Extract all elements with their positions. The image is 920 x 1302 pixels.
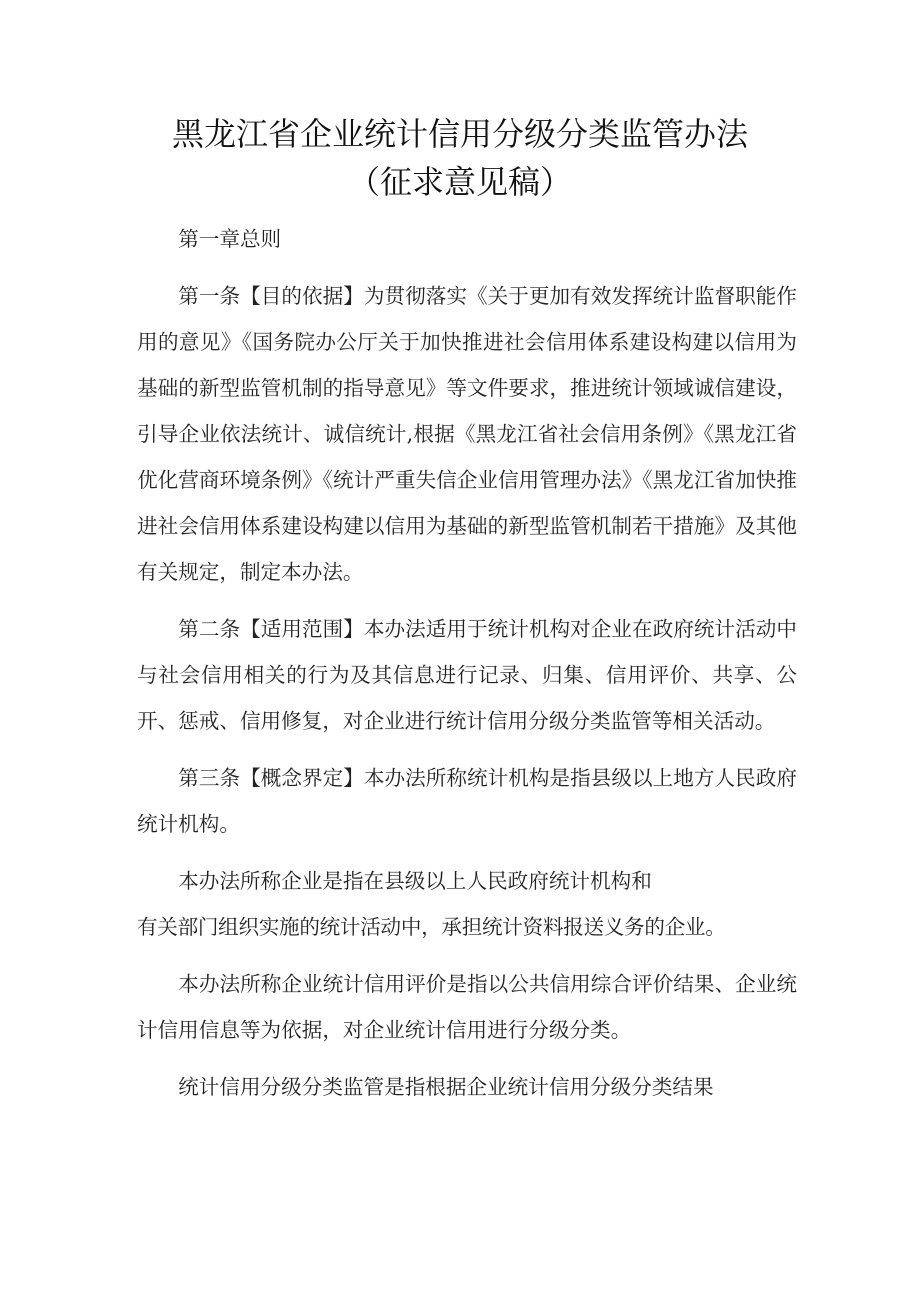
article-1-purpose: 第一条【目的依据】为贯彻落实《关于更加有效发挥统计监督职能作用的意见》《国务院办公厅关于加快推进社会信用体系建设构建以信用为基础的新型监管机制的指导意见》等文件要求，推进统计领域诚信建设，引导企业依法统计、诚信统计,根据《黑龙江省社会信用条例》《黑龙江省优化营商环境条例》《统计严重失信企业信用管理办法》《黑龙江省加快推进社会信用体系建设构建以信用为基础的新型监管机制若干措施》及其他有关规定，制定本办法。 <box>137 284 797 584</box>
chapter-heading: 第一章总则 <box>178 227 282 251</box>
definition-credit-supervision: 统计信用分级分类监管是指根据企业统计信用分级分类结果 <box>178 1075 714 1099</box>
document-title: 黑龙江省企业统计信用分级分类监管办法 <box>171 115 748 153</box>
article-2-scope: 第二条【适用范围】本办法适用于统计机构对企业在政府统计活动中与社会信用相关的行为及其信息进行记录、归集、信用评价、共享、公开、惩戒、信用修复，对企业进行统计信用分级分类监管等相关活动。 <box>137 617 797 733</box>
definition-enterprise-line-2: 有关部门组织实施的统计活动中，承担统计资料报送义务的企业。 <box>137 915 726 939</box>
definition-enterprise-line-1: 本办法所称企业是指在县级以上人民政府统计机构和 <box>178 869 652 893</box>
document-body <box>137 216 797 1110</box>
document-subtitle: （征求意见稿） <box>347 163 572 201</box>
definition-credit-evaluation: 本办法所称企业统计信用评价是指以公共信用综合评价结果、企业统计信用信息等为依据，对企业统计信用进行分级分类。 <box>137 972 797 1042</box>
article-3-definitions: 第三条【概念界定】本办法所称统计机构是指县级以上地方人民政府统计机构。 <box>137 766 797 836</box>
